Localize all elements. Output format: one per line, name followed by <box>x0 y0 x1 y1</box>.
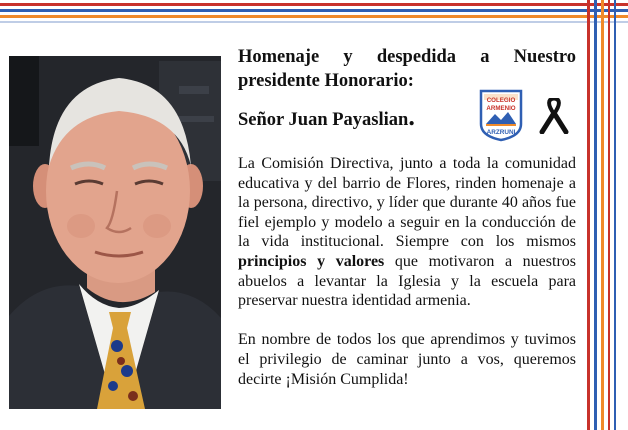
tribute-body <box>238 154 576 409</box>
portrait-illustration <box>9 56 221 409</box>
top-stripe-light <box>0 21 628 23</box>
side-stripe-blue-2 <box>614 0 616 430</box>
top-stripe-orange <box>0 15 628 18</box>
side-stripe-blue <box>594 0 597 430</box>
paragraph-1-text-b: que motivaron a nuestros abuelos a levantar la Iglesia y la escuela para preservar nuestra identidad armenia. <box>238 252 577 310</box>
paragraph-1-bold-valores: valores <box>335 252 385 270</box>
headline <box>238 45 576 93</box>
tribute-paragraph-1 <box>238 154 576 311</box>
logo-text-armenio: ARMENIO <box>486 105 516 112</box>
headline-line-1: Homenaje y despedida a Nuestro <box>238 47 576 67</box>
honoree-name-text: Señor Juan Payaslian <box>238 110 409 130</box>
paragraph-1-text-a: La Comisión Directiva, junto a toda la comunidad educativa y del barrio de Flores, rinden homenaje a la persona, directivo, y líder que durante 40 años fue fiel ejemplo y modelo a seguir en la conducción de la vida institucional. Siempre con los mismos <box>238 155 576 251</box>
honoree-name <box>238 102 415 131</box>
portrait-photo <box>9 56 221 409</box>
school-crest-logo <box>478 88 524 142</box>
side-stripe-red-2 <box>608 0 610 430</box>
side-stripe-orange <box>601 0 604 430</box>
top-stripe-red <box>0 3 628 6</box>
top-stripe-blue <box>0 9 628 12</box>
tribute-paragraph-2: En nombre de todos los que aprendimos y tuvimos el privilegio de caminar junto a vos, queremos decirte ¡Misión Cumplida! <box>238 331 576 388</box>
school-crest-logo-graphic <box>478 88 524 142</box>
paragraph-1-bold-principios: principios <box>238 252 307 270</box>
logo-text-colegio: COLEGIO <box>486 97 516 104</box>
mourning-ribbon-graphic <box>538 98 570 134</box>
headline-line-2: presidente Honorario: <box>238 71 414 91</box>
honoree-name-period: . <box>408 102 415 131</box>
side-stripe-red <box>587 0 590 430</box>
paragraph-1-bold-y: y <box>306 252 336 270</box>
mourning-ribbon-icon <box>538 98 570 134</box>
logo-text-arzruni: ARZRUNI <box>486 129 516 136</box>
